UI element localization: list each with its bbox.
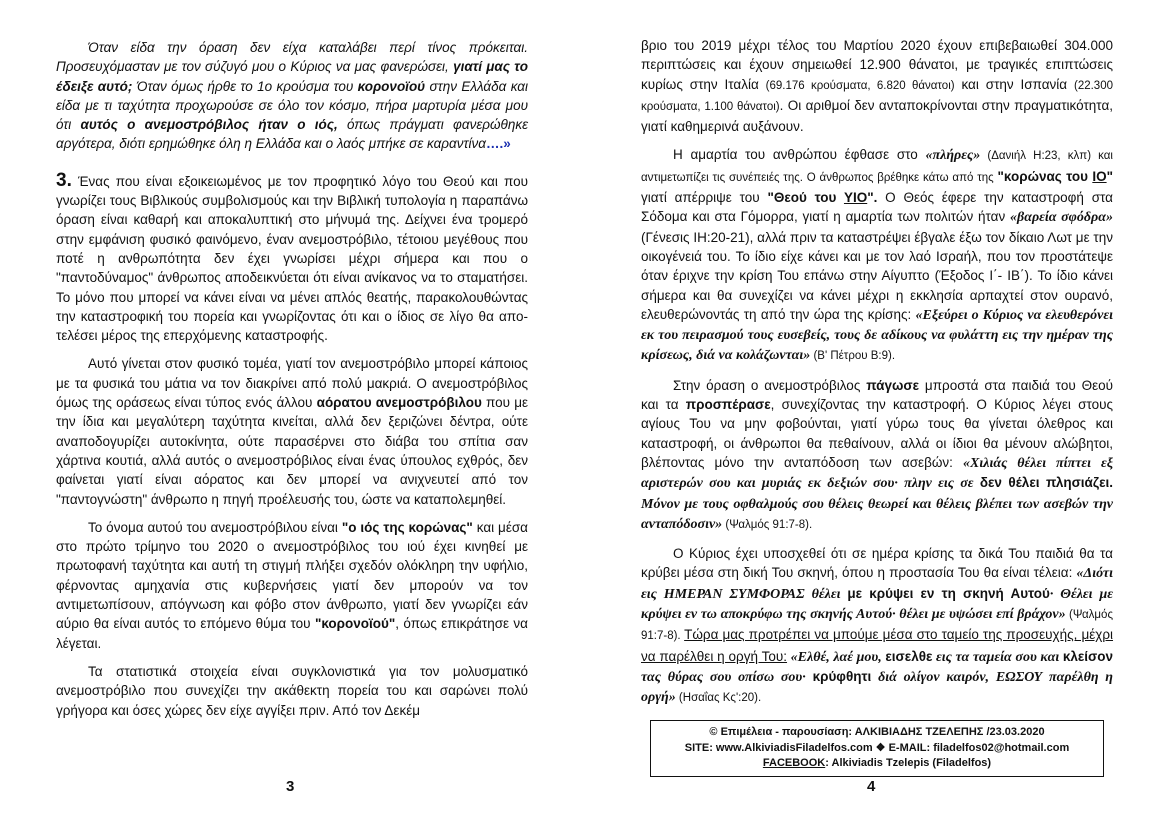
right-page xyxy=(641,36,1113,709)
credits-box xyxy=(650,720,1104,777)
page-number-right: 4 xyxy=(867,778,876,795)
paragraph: βριο του 2019 μέχρι τέλος του Μαρτίου 2020 έχουν επιβεβαιωθεί 304.000 περιπτώσεις και έχουν σημειωθεί 12.900 θάνατοι, με τραγικές επιπτώσεις κυρίως στην Ιταλία (69.176 κρούσματα, 6.820 θάνατοι) και στην Ισπανία (22.300 κρούσματα, 1.100 θάνατοι). Οι αριθμοί δεν ανταποκρίνονται στην πραγματικότητα, γιατί καθημερινά αυξάνουν. xyxy=(641,38,1113,135)
paragraph: Στην όραση ο ανεμοστρόβιλος πάγωσε μπροστά στα παιδιά του Θεού και τα προσπέρασε, συνεχίζοντας την καταστροφή. Ο Κύριος λέγει στους αγίους Του να μην φοβούνται, γιατί γύρω τους θα γίνεται όλεθρος και καταστροφή, οι άνθρωποι θα πεθαίνουν, αλλά οι ίδιοι θα μένουν αλώβητοι, βλέποντας μόνο την ανταπόδοση των ασεβών: «Χιλιάς θέλει πίπτει εξ αριστερών σου και μυριάς εκ δεξιών σου· πλην εις σε δεν θέλει πλησιάζει. Μόνον με τους οφθαλμούς σου θέλεις θεωρεί και θέλεις βλέπει των ασεβών την ανταπόδοσιν» (Ψαλμός 91:7-8). xyxy=(641,377,1114,532)
paragraph: Τα στατιστικά στοιχεία είναι συγκλονιστικά για τον μολυσματικό ανεμοστρόβιλο που συνεχίζει την ακάθεκτη πορεία του και σαρώνει πολύ γρήγορα και όσες χώρες δεν είχε αγγίξει πριν. Από τον Δεκέμ xyxy=(56,663,528,718)
intro-quote: Όταν είδα την όραση δεν είχα καταλάβει περί τίνος πρόκειται. Προσευχόμασταν με τον σύζυγό μου ο Κύριος να μας φανερώσει, γιατί μας το έδειξε αυτό; Όταν όμως ήρθε το 1ο κρούσμα του κορονοϊού στην Ελλάδα και είδα με τι ταχύτητα προχωρούσε σε όλο τον κόσμο, πήρα μαρτυρία μέσα μου ότι αυτός ο ανεμοστρόβιλος ήταν ο ιός, όπως πράγματι φανερώθηκε αργότερα, διότι ερημώθηκε όλη η Ελλάδα και ο λαός μπήκε σε καραντίνα….» xyxy=(56,40,528,152)
paragraph: Το όνομα αυτού του ανεμοστρόβιλου είναι "ο ιός της κορώνας" και μέσα στο πρώτο τρίμηνο του 2020 ο ανεμοστρόβιλος του ιού έχει κινηθεί με πρωτοφανή ταχύτητα και αυτή τη στιγμή πλήξει σχεδόν ολόκληρη την υφήλιο, φέρνοντας αμηχανία στις κυβερνήσεις γιατί δεν μπορούν να τον αντιμετωπίσουν, απόγνωση και φόβο στον άνθρωπο, γιατί δεν γνωρίζει εάν αύριο θα είναι αυτός το επόμενο θύμα του "κορονοϊού", όπως επικράτησε να λέγεται. xyxy=(56,519,528,651)
page-number-left: 3 xyxy=(286,778,295,795)
paragraph: Ο Κύριος έχει υποσχεθεί ότι σε ημέρα κρίσης τα δικά Του παιδιά θα τα κρύβει μέσα στη δική Του σκηνή, όπου η προστασία Του θα είναι τέλεια: «Διότι εις ΗΜΕΡΑΝ ΣΥΜΦΟΡΑΣ θέλει με κρύψει εν τη σκηνή Αυτού· Θέλει με κρύψει εν τω αποκρύφω της σκηνής Αυτού· θέλει με υψώσει επί βράχον» (Ψαλμός 91:7-8). Τώρα μας προτρέπει να μπούμε μέσα στο ταμείο της προσευχής, μέχρι να παρέλθει η οργή Του: «Ελθέ, λαέ μου, εισελθε εις τα ταμεία σου και κλείσον τας θύρας σου οπίσω σου· κρύφθητι διά ολίγον καιρόν, ΕΩΣΟΥ παρέλθη η οργή» (Ησαΐας Κς':20). xyxy=(641,546,1114,706)
credits-facebook: FACEBOOK: Alkiviadis Tzelepis (Filadelfos) xyxy=(762,757,992,769)
section-number: 3. xyxy=(56,169,72,191)
paragraph: Η αμαρτία του ανθρώπου έφθασε στο «πλήρες» (Δανιήλ Η:23, κλπ) και αντιμετωπίζει τις συνέπειές της. Ο άνθρωπος βρέθηκε κάτω από της "κορώνας του ΙΟ" γιατί απέρριψε του "Θεού του ΥΙΟ". Ο Θεός έφερε την καταστροφή στα Σόδομα και στα Γόμορρα, γιατί η αμαρτία των πολιτών ήταν «βαρεία σφόδρα» (Γένεσις ΙΗ:20-21), αλλά πριν τα καταστρέψει έβγαλε έξω τον δίκαιο Λωτ με την οικογένειά του. Το ίδιο είχε κάνει και με τον λαό Ισραήλ, που τον προστάτεψε όταν έριχνε την κρίση Του επάνω στην Αίγυπτο (Έξοδος Ι΄- ΙΒ΄). Το ίδιο κάνει σήμερα και θα συνεχίζει να κάνει μέχρι η εκκλησία αρπαχτεί στον ουρανό, ελευθερώνοντάς τη από την ώρα της κρίσης: «Εξεύρει ο Κύριος να ελευθερόνει εκ του πειρασμού τους ευσεβείς, τους δε αδίκους να φυλάττη εις την ημέραν της κρίσεως, διά να κολάζωνται» (Β' Πέτρου Β:9). xyxy=(641,147,1113,364)
section-3-paragraph: 3. Ένας που είναι εξοικειωμένος με τον προφητικό λόγο του Θεού και που γνωρίζει τους Βιβλικούς συμβολισμούς και την Βιβλική τυπολογία η παραπάνω όραση είναι καθαρή και αποκαλυπτική στο μήνυμά της. Δείχνει ένα τρομερό στην εμφάνιση φυσικό φαινόμενο, έναν ανεμοστρόβιλο, τέτοιου μεγέθους που ποτέ η ανθρωπότητα δεν έχει γνωρίσει μέχρι σήμερα και που ο "παντοδύναμος" άνθρωπος αποδεικνύεται ότι είναι ανίκανος να το σταματήσει. Το μόνο που μπορεί να κάνει είναι να μένει απλός θεατής, παρακολουθώντας την καταστροφική του πορεία και γνωρίζοντας ότι και ο ίδιος σε λίγο θα αποτελέσει μέρος της επερχόμενης καταστροφής. xyxy=(56,169,528,344)
paragraph: Αυτό γίνεται στον φυσικό τομέα, γιατί τον ανεμοστρόβιλο μπορεί κάποιος με τα φυσικά του μάτια να τον διακρίνει από πολύ μακριά. Ο ανεμοστρόβιλος όμως της οράσεως είναι τύπος ενός άλλου αόρατου ανεμοστρόβιλου που με την ίδια και μεγαλύτερη ταχύτητα κινείται, αλλά δεν ξεριζώνει δέντρα, ούτε αναποδογυρίζει αυτοκίνητα, ούτε παρασέρνει στο διάβα του σπίτια σαν χάρτινα κουτιά, αλλά αυτός ο ανεμοστρόβιλος είναι ένας ύπουλος εχθρός, δεν φαίνεται γιατί είναι αόρατος και δεν μπορεί να ανιχνευτεί από τον "παντογνώστη" άνθρωπο η πηγή προέλευσής του, ώστε να καταπολεμηθεί. xyxy=(56,356,529,507)
credits-site-email: SITE: www.AlkiviadisFiladelfos.com ❖ E-MAIL: filadelfos02@hotmail.com xyxy=(684,741,1070,754)
left-page xyxy=(56,38,528,720)
credits-line: © Επιμέλεια - παρουσίαση: ΑΛΚΙΒΙΑΔΗΣ ΤΖΕΛΕΠΗΣ /23.03.2020 xyxy=(709,726,1045,738)
